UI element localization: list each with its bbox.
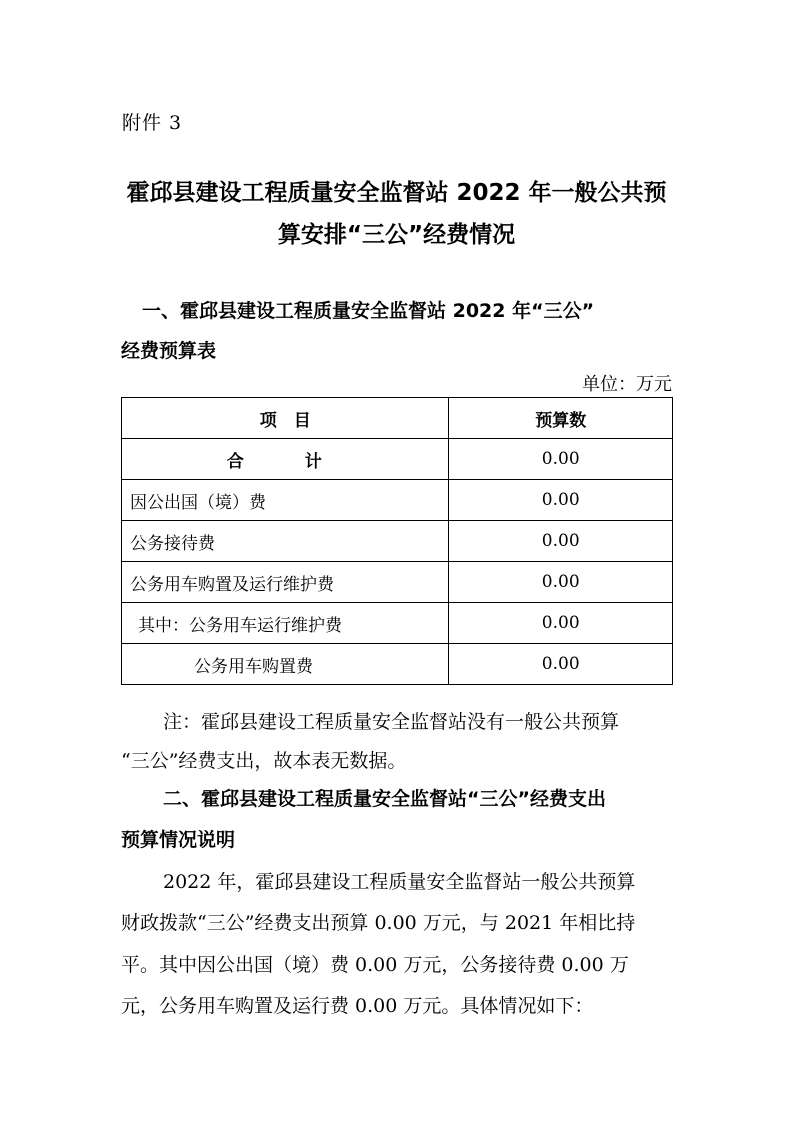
section-1-heading-line-2: 经费预算表 (121, 340, 217, 362)
document-title-line-1: 霍邱县建设工程质量安全监督站 2022 年一般公共预 (126, 180, 667, 206)
attachment-label: 附件 3 (122, 112, 183, 134)
row-label: 其中：公务用车运行维护费 (122, 603, 449, 644)
section-2-heading-line-2: 预算情况说明 (121, 829, 236, 851)
row-label: 公务用车购置费 (122, 644, 449, 685)
table-header-row (122, 398, 673, 439)
row-label-total: 合 计 (122, 439, 449, 480)
table-row (122, 603, 673, 644)
body-line-3: 平。其中因公出国（境）费 0.00 万元，公务接待费 0.00 万 (121, 954, 629, 976)
row-label: 公务接待费 (122, 521, 449, 562)
section-1-heading-line-1: 一、霍邱县建设工程质量安全监督站 2022 年“三公” (142, 300, 595, 322)
table-row (122, 644, 673, 685)
row-value: 0.00 (449, 480, 673, 521)
body-line-1: 2022 年，霍邱县建设工程质量安全监督站一般公共预算 (163, 871, 636, 893)
table-row (122, 480, 673, 521)
row-value-total: 0.00 (449, 439, 673, 480)
table-row-total (122, 439, 673, 480)
budget-table (121, 397, 673, 685)
note-line-2: “三公”经费支出，故本表无数据。 (121, 750, 407, 772)
row-value: 0.00 (449, 644, 673, 685)
table-row (122, 521, 673, 562)
section-2-heading-line-1: 二、霍邱县建设工程质量安全监督站“三公”经费支出 (163, 788, 606, 810)
note-line-1: 注：霍邱县建设工程质量安全监督站没有一般公共预算 (163, 711, 620, 733)
row-value: 0.00 (449, 603, 673, 644)
column-header-item: 项 目 (122, 398, 449, 439)
column-header-budget: 预算数 (449, 398, 673, 439)
row-value: 0.00 (449, 562, 673, 603)
document-title-line-2: 算安排“三公”经费情况 (277, 222, 516, 248)
row-label: 因公出国（境）费 (122, 480, 449, 521)
row-value: 0.00 (449, 521, 673, 562)
body-line-4: 元，公务用车购置及运行费 0.00 万元。具体情况如下： (121, 995, 594, 1017)
table-row (122, 562, 673, 603)
unit-label: 单位：万元 (582, 374, 672, 395)
body-line-2: 财政拨款“三公”经费支出预算 0.00 万元，与 2021 年相比持 (121, 912, 636, 934)
row-label: 公务用车购置及运行维护费 (122, 562, 449, 603)
